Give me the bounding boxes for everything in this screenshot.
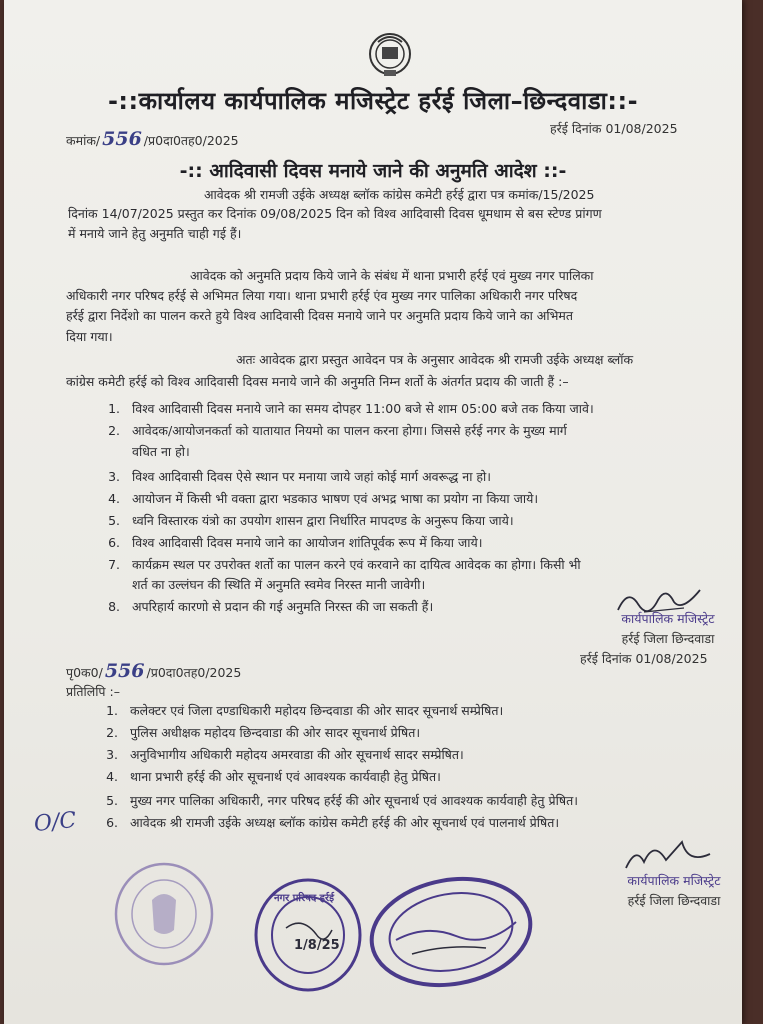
office-seal-stamp-icon (112, 860, 216, 968)
copy-label: प्रतिलिपि :– (66, 684, 120, 699)
paragraph-line: कांग्रेस कमेटी हर्रई को विश्व आदिवासी दिवस मनाये जाने की अनुमति निम्न शर्तो के अंतर्गत प्रदाय की जाती हैं :– (66, 374, 569, 389)
endorsement-handwritten-number: 556 (104, 660, 145, 682)
paragraph-line: हर्रई द्वारा निर्देशो का पालन करते हुये विश्व आदिवासी दिवस मनाये जाने पर अनुमति प्रदाय किये जाने का अभिमत (66, 308, 573, 323)
handwritten-signature-icon (624, 836, 714, 876)
endorsement-date: हर्रई दिनांक 01/08/2025 (580, 651, 708, 666)
paragraph-line: अधिकारी नगर परिषद हर्रई से अभिमत लिया गया। थाना प्रभारी हर्रई एंव मुख्य नगर पालिका अधिकारी नगर परिषद (66, 288, 578, 303)
paragraph-line: दिनांक 14/07/2025 प्रस्तुत कर दिनांक 09/08/2025 दिन को विश्व आदिवासी दिवस धूमधाम से बस स्टेण्ड प्रांगण (68, 206, 602, 221)
condition-number: 6. (108, 535, 120, 550)
paragraph-line: दिया गया। (66, 329, 113, 344)
reference-date: हर्रई दिनांक 01/08/2025 (550, 121, 678, 136)
stamp-label: नगर परिषद हर्रई (274, 893, 334, 904)
condition-number: 3. (108, 469, 120, 484)
condition-text: ध्वनि विस्तारक यंत्रो का उपयोग शासन द्वारा निर्धारित मापदण्ड के अनुरूप किया जाये। (132, 513, 514, 528)
office-header: -::कार्यालय कार्यपालिक मजिस्ट्रेट हर्रई जिला–छिन्दवाडा::- (107, 87, 639, 115)
condition-text: विश्व आदिवासी दिवस मनाये जाने का आयोजन शांतिपूर्वक रूप में किया जाये। (132, 535, 483, 550)
copy-list (104, 702, 734, 842)
copy-text: आवेदक श्री रामजी उईके अध्यक्ष ब्लॉक कांग्रेस कमेटी हर्रई की ओर सूचनार्थ एवं पालनार्थ प्रेषित। (130, 815, 560, 830)
condition-number: 4. (108, 491, 120, 506)
condition-number: 2. (108, 423, 120, 438)
condition-number: 5. (108, 513, 120, 528)
copy-text: पुलिस अधीक्षक महोदय छिन्दवाडा की ओर सादर सूचनार्थ प्रेषित। (130, 725, 421, 740)
copy-number: 6. (106, 815, 118, 830)
condition-number: 8. (108, 599, 120, 614)
condition-text: अपरिहार्य कारणो से प्रदान की गई अनुमति निरस्त की जा सकती हैं। (132, 599, 434, 614)
condition-text: विश्व आदिवासी दिवस मनाये जाने का समय दोपहर 11:00 बजे से शाम 05:00 बजे तक किया जावे। (132, 401, 594, 416)
reference-prefix: कमांक/ (66, 133, 101, 148)
condition-text: आवेदक/आयोजनकर्ता को यातायात नियमो का पालन करना होगा। जिससे हर्रई नगर के मुख्य मार्ग (132, 423, 567, 438)
signature-designation: कार्यपालिक मजिस्ट्रेट (621, 611, 715, 626)
copy-number: 4. (106, 769, 118, 784)
document-page (4, 0, 742, 1024)
condition-text: कार्यक्रम स्थल पर उपरोक्त शर्तो का पालन करने एवं करवाने का दायित्व आवेदक का होगा। किसी भी (132, 557, 581, 572)
paragraph-line: आवेदक श्री रामजी उईके अध्यक्ष ब्लॉक कांग्रेस कमेटी हर्रई द्वारा पत्र कमांक/15/2025 (204, 187, 595, 202)
copy-number: 2. (106, 725, 118, 740)
order-title: -:: आदिवासी दिवस मनाये जाने की अनुमति आदेश ::- (179, 160, 567, 182)
condition-text: वधित ना हो। (132, 444, 190, 459)
copy-text: कलेक्टर एवं जिला दण्डाधिकारी महोदय छिन्दवाडा की ओर सादर सूचनार्थ सम्प्रेषित। (130, 703, 504, 718)
oc-handwritten-mark: O/C (32, 807, 78, 838)
copy-text: मुख्य नगर पालिका अधिकारी, नगर परिषद हर्रई की ओर सूचनार्थ एवं आवश्यक कार्यवाही हेतु प्रेषित। (130, 793, 578, 808)
copy-number: 5. (106, 793, 118, 808)
condition-number: 1. (108, 401, 120, 416)
condition-text: आयोजन में किसी भी वक्ता द्वारा भडकाउ भाषण एवं अभद्र भाषा का प्रयोग ना किया जाये। (132, 491, 539, 506)
signature-designation: कार्यपालिक मजिस्ट्रेट (627, 873, 721, 888)
paragraph-line: में मनाये जाने हेतु अनुमति चाही गई हैं। (68, 226, 242, 241)
reference-handwritten-number: 556 (102, 128, 142, 150)
copy-number: 1. (106, 703, 118, 718)
endorsement-suffix: /प्र0दा0तह0/2025 (146, 665, 242, 680)
condition-text: शर्त का उल्लंघन की स्थिति में अनुमति स्वमेव निरस्त मानी जावेगी। (132, 577, 426, 592)
condition-text: विश्व आदिवासी दिवस ऐसे स्थान पर मनाया जाये जहां कोई मार्ग अवरूद्ध ना हो। (132, 469, 492, 484)
signature-place: हर्रई जिला छिन्दवाडा (627, 893, 721, 908)
condition-number: 7. (108, 557, 120, 572)
stamp-date: 1/8/25 (294, 938, 340, 953)
copy-text: थाना प्रभारी हर्रई की ओर सूचनार्थ एवं आवश्यक कार्यवाही हेतु प्रेषित। (130, 769, 441, 784)
copy-number: 3. (106, 747, 118, 762)
paragraph-line: आवेदक को अनुमति प्रदाय किये जाने के संबंध में थाना प्रभारी हर्रई एवं मुख्य नगर पालिका (190, 268, 594, 283)
reference-suffix: /प्र0दा0तह0/2025 (143, 133, 239, 148)
government-emblem-icon (364, 30, 416, 80)
endorsement-number (66, 660, 241, 682)
signature-place: हर्रई जिला छिन्दवाडा (621, 631, 715, 646)
reference-number (66, 128, 239, 150)
paragraph-line: अतः आवेदक द्वारा प्रस्तुत आवेदन पत्र के अनुसार आवेदक श्री रामजी उईके अध्यक्ष ब्लॉक (236, 352, 634, 367)
received-stamp-icon (366, 874, 536, 990)
copy-text: अनुविभागीय अधिकारी महोदय अमरवाडा की ओर सूचनार्थ सादर सम्प्रेषित। (130, 747, 464, 762)
endorsement-prefix: पृ0क0/ (66, 665, 103, 680)
